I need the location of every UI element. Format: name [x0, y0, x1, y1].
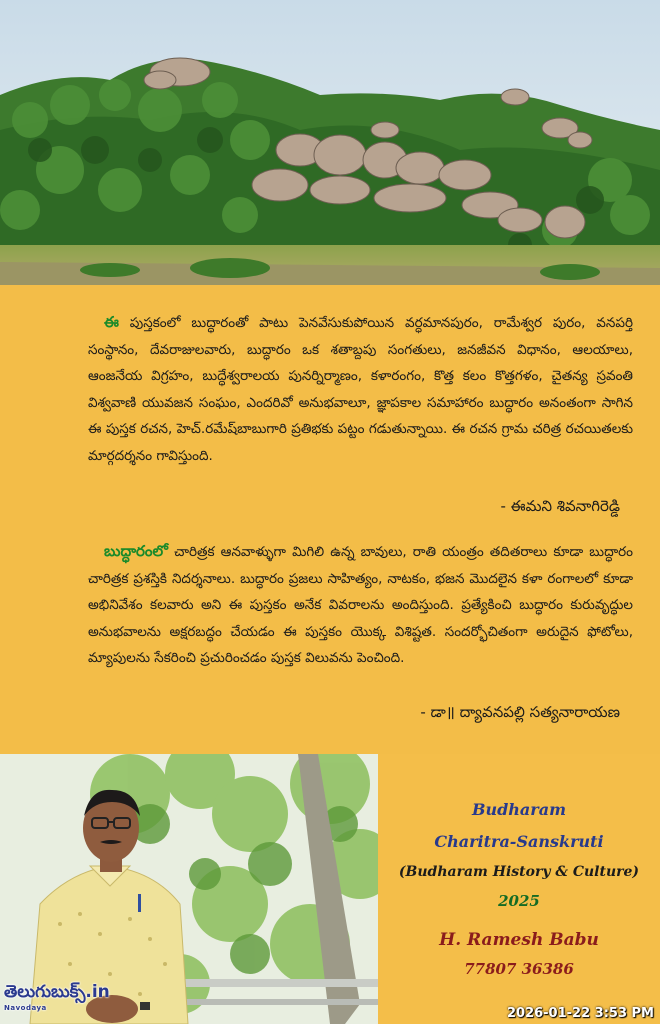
site-watermark-text: తెలుగుబుక్స్.in	[4, 982, 110, 1002]
book-title-line1: Budharam	[471, 800, 567, 819]
review-paragraph-2	[88, 538, 633, 672]
reviewer-signature-1: - ఈమని శివనాగిరెడ్డి	[500, 497, 620, 515]
site-watermark	[4, 982, 110, 1012]
review-paragraph-2-lead: బుద్ధారంలో	[104, 542, 168, 560]
hill-landscape-image	[0, 0, 660, 285]
book-year: 2025	[498, 892, 540, 910]
description-panel	[0, 285, 660, 760]
review-paragraph-1-lead: ఈ	[104, 313, 119, 331]
review-paragraph-2-body: చారిత్రక ఆనవాళ్ళుగా మిగిలి ఉన్న బావులు, రాతి యంత్రం తదితరాలు కూడా బుద్ధారం చారిత్రక ప్రశస్తికి నిదర్శనాలు. బుద్ధారం ప్రజలు సాహిత్యం, నాటకం, భజన మొదలైన కళా రంగాలలో కూడా అభినివేశం కలవారు అని ఈ పుస్తకం అనేక వివరాలను అందిస్తుంది. ప్రత్యేకించి బుద్ధారం కురువృద్ధుల అనుభవాలను అక్షరబద్ధం చేయడం ఈ పుస్తకం యొక్క విశిష్టత. సందర్భోచితంగా అరుదైన ఫోటోలు, మ్యాపులను సేకరించి ప్రచురించడం పుస్తక విలువను పెంచింది.	[88, 544, 633, 666]
author-name: H. Ramesh Babu	[439, 930, 599, 950]
review-paragraph-1-body: పుస్తకంలో బుద్ధారంతో పాటు పెనవేసుకుపోయిన వర్ధమానపురం, రామేశ్వర పురం, వనపర్తి సంస్థానం, దేవరాజులవారు, బుద్ధారం ఒక శతాబ్దపు సంగతులు, జనజీవన విధానం, ఆలయాలు, ఆంజనేయ విగ్రహం, బుద్ధేశ్వరాలయ పునర్నిర్మాణం, కళారంగం, కొత్త కలం కొత్తగళం, చైతన్య స్రవంతి విశ్వవాణి యువజన సంఘం, ఎందరివో అనుభవాలూ, జ్ఞాపకాల సమాహారం బుద్ధారం అనంతంగా సాగిన ఈ పుస్తక రచన, హెచ్.రమేష్‌బాబుగారి ప్రతిభకు పట్టం గడుతున్నాయి. ఈ రచన గ్రామ చరిత్ర రచయితలకు మార్గదర్శనం గావిస్తుంది.	[88, 315, 633, 464]
book-subtitle: (Budharam History & Culture)	[398, 864, 640, 880]
reviewer-signature-2: - డా॥ ద్యావనపల్లి సత్యనారాయణ	[420, 703, 620, 721]
author-phone: 77807 36386	[464, 960, 574, 978]
review-paragraph-1	[88, 309, 633, 469]
site-watermark-subtext: Navodaya	[4, 1004, 47, 1012]
landscape-photo	[0, 0, 660, 285]
book-title-line2: Charitra-Sanskruti	[434, 832, 604, 851]
book-info	[378, 754, 660, 1024]
photo-timestamp: 2026-01-22 3:53 PM	[506, 1006, 654, 1021]
